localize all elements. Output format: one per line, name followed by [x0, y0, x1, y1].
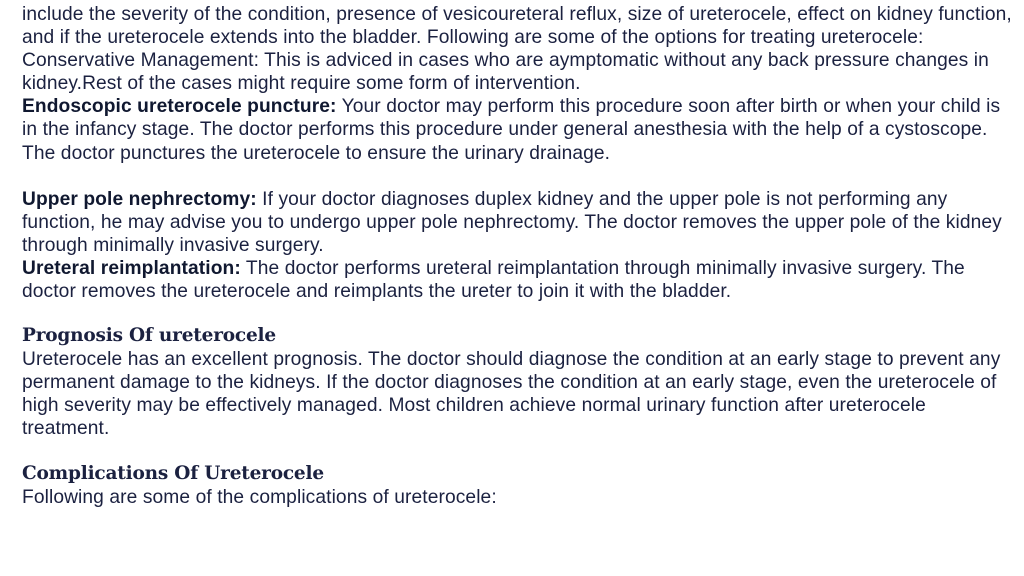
endoscopic-title: Endoscopic ureterocele puncture: — [22, 96, 337, 118]
endoscopic-paragraph — [22, 95, 1012, 164]
spacer — [22, 441, 1012, 462]
complications-paragraph: Following are some of the complications of ureterocele: — [22, 486, 497, 508]
nephrectomy-title: Upper pole nephrectomy: — [22, 188, 257, 210]
intro-paragraph: include the severity of the condition, presence of vesicoureteral reflux, size of ureterocele, effect on kidney function, and if the ureterocele extends into the bladder. Following are some of the options for treating ureterocele: — [22, 4, 1012, 49]
endoscopic-text: Your doctor may perform this procedure soon after birth or when your child is in the infancy stage. The doctor performs this procedure under general anesthesia with the help of a cystoscope. The doctor punctures the ureterocele to ensure the urinary drainage. — [22, 96, 1001, 164]
complications-heading: Complications Of Ureterocele — [22, 462, 324, 484]
reimplantation-paragraph — [22, 257, 1012, 303]
prognosis-paragraph: Ureterocele has an excellent prognosis. The doctor should diagnose the condition at an early stage to prevent any permanent damage to the kidneys. If the doctor diagnoses the condition at an early stage, even the ureterocele of high severity may be effectively managed. Most children achieve normal urinary function after ureterocele treatment. — [22, 349, 1001, 440]
spacer — [22, 303, 1012, 324]
reimplantation-text: The doctor performs ureteral reimplantation through minimally invasive surgery. The doctor removes the ureterocele and reimplants the ureter to join it with the bladder. — [22, 257, 965, 303]
nephrectomy-paragraph — [22, 188, 1012, 257]
spacer — [22, 165, 1012, 188]
reimplantation-title: Ureteral reimplantation: — [22, 257, 241, 279]
prognosis-heading: Prognosis Of ureterocele — [22, 325, 276, 347]
conservative-management-paragraph: Conservative Management: This is adviced in cases who are aymptomatic without any back pressure changes in kidney.Rest of the cases might require some form of intervention. — [22, 50, 989, 95]
article-body — [22, 3, 1012, 509]
nephrectomy-text: If your doctor diagnoses duplex kidney and the upper pole is not performing any function, he may advise you to undergo upper pole nephrectomy. The doctor removes the upper pole of the kidney through minimally invasive surgery. — [22, 188, 1002, 256]
